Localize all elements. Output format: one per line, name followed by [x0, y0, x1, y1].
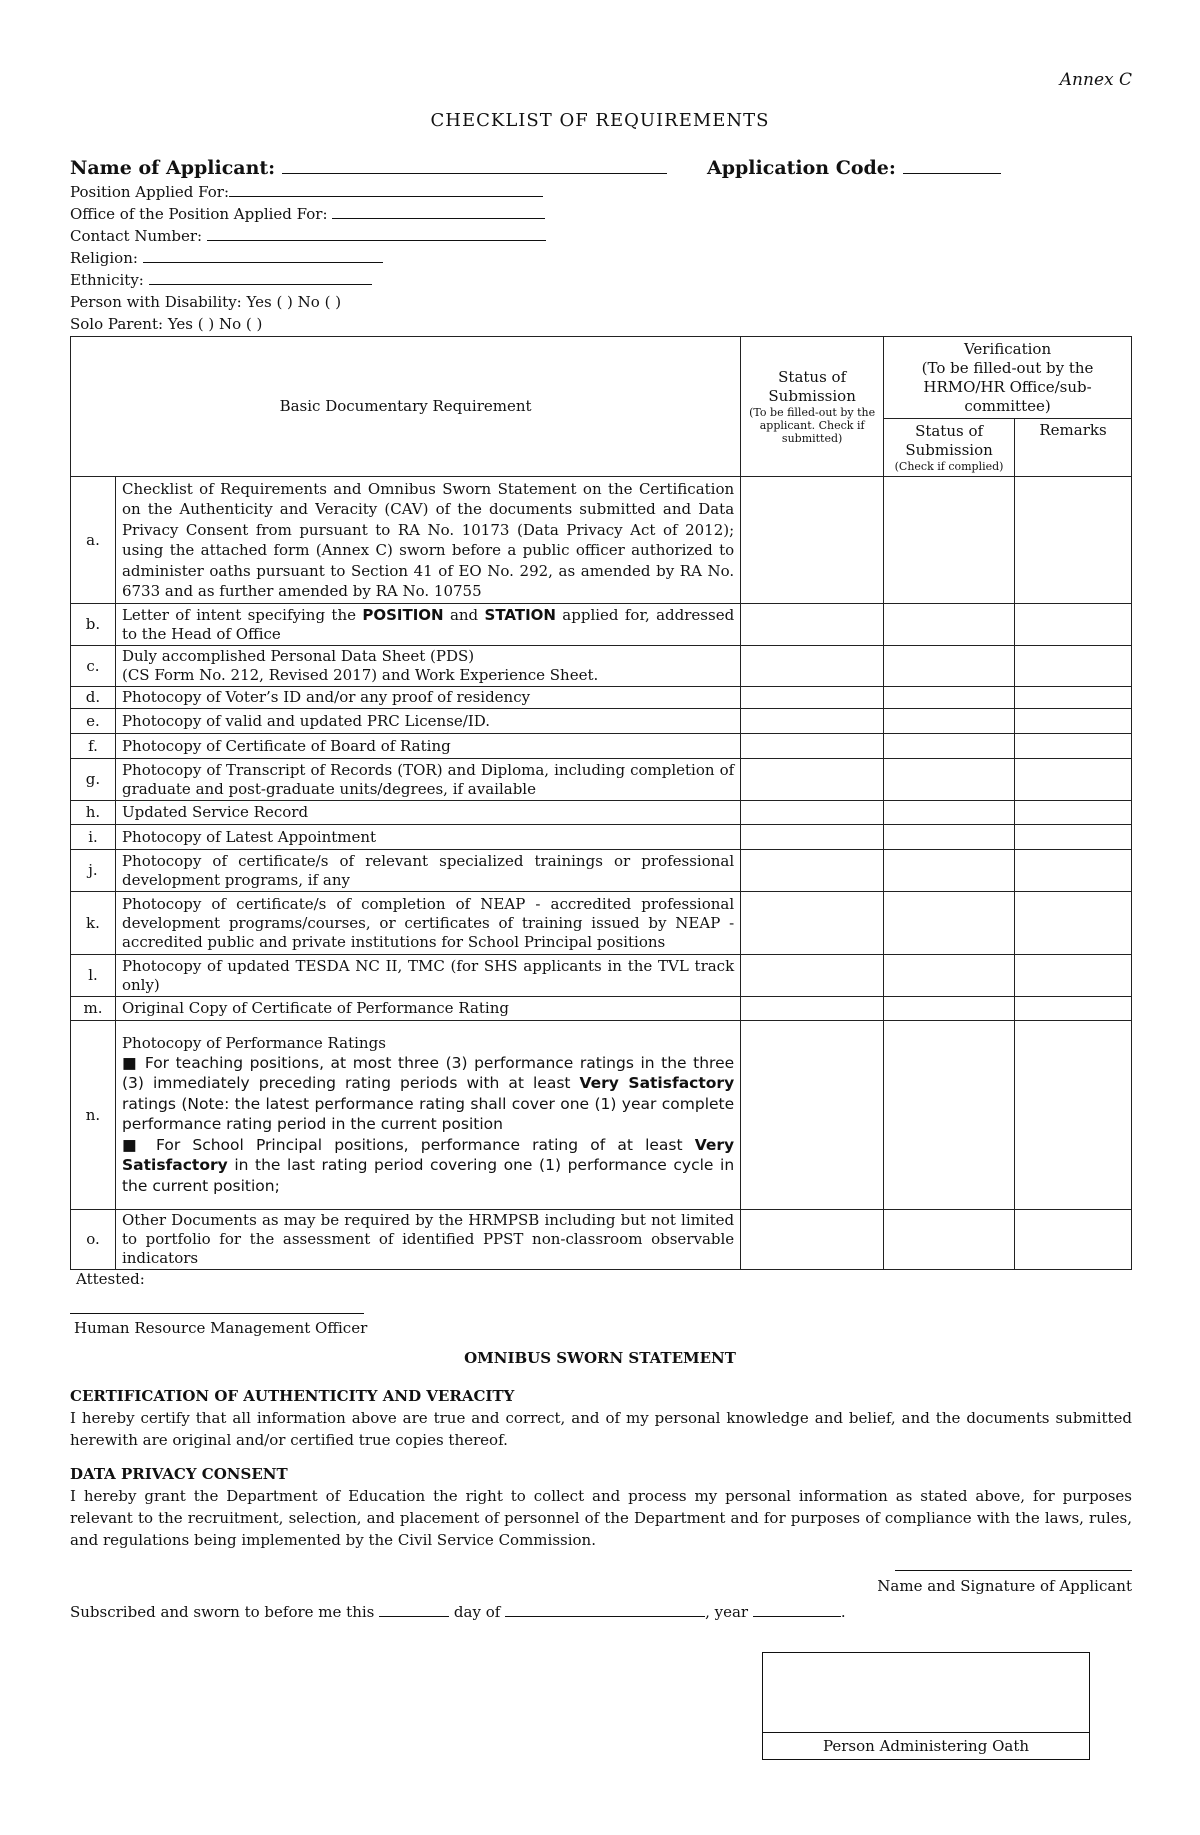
religion-label: Religion: [70, 249, 138, 267]
remarks-cell[interactable] [1015, 825, 1132, 850]
status-cell[interactable] [741, 477, 884, 604]
office-field[interactable] [70, 203, 545, 225]
oath-signature-box[interactable] [762, 1652, 1090, 1760]
religion-line[interactable] [143, 248, 383, 263]
row-letter: b. [71, 604, 116, 646]
verification-status-cell[interactable] [884, 892, 1015, 955]
row-text: For teaching positions, at most three (3) performance ratings in the three (3) immediately preceding rating periods with at least [121, 1053, 735, 1093]
page-title: CHECKLIST OF REQUIREMENTS [430, 110, 770, 131]
position-line[interactable] [229, 182, 543, 197]
col-verification-note: (To be filled-out by the HRMO/HR Office/sub-committee) [921, 358, 1094, 415]
verification-status-cell[interactable] [884, 997, 1015, 1021]
remarks-cell[interactable] [1015, 646, 1132, 687]
position-label: Position Applied For: [70, 183, 230, 201]
remarks-cell[interactable] [1015, 687, 1132, 709]
row-letter: a. [71, 477, 116, 604]
ethnicity-field[interactable] [70, 269, 372, 291]
remarks-cell[interactable] [1015, 801, 1132, 825]
attested-label: Attested: [76, 1270, 145, 1288]
remarks-cell[interactable] [1015, 997, 1132, 1021]
col-status-label: Status of Submission [768, 368, 856, 405]
table-row [71, 646, 1132, 687]
verification-status-cell[interactable] [884, 955, 1015, 997]
row-text: in the last rating period covering one (1) performance cycle in the current position; [121, 1156, 735, 1195]
col-ver-status-header [884, 419, 1015, 477]
verification-status-cell[interactable] [884, 850, 1015, 892]
col-ver-status-label: Status of Submission [905, 422, 993, 459]
status-cell[interactable] [741, 1021, 884, 1210]
office-line[interactable] [332, 204, 545, 219]
table-row [71, 892, 1132, 955]
requirements-table [70, 336, 1132, 1270]
hrmo-label: Human Resource Management Officer [74, 1319, 368, 1337]
status-cell[interactable] [741, 646, 884, 687]
applicant-name-field[interactable] [70, 157, 667, 179]
status-cell[interactable] [741, 604, 884, 646]
hrmo-signature-line[interactable] [70, 1313, 364, 1314]
row-letter: c. [71, 646, 116, 687]
applicant-name-line[interactable] [282, 159, 667, 174]
remarks-cell[interactable] [1015, 850, 1132, 892]
row-description: Other Documents as may be required by the HRMPSB including but not limited to portfolio for the assessment of identified PPST non-classroom observable indicators [115, 1210, 740, 1270]
table-row [71, 734, 1132, 759]
solo-parent-field[interactable]: Solo Parent: Yes ( ) No ( ) [70, 315, 263, 333]
row-description: Photocopy of certificate/s of completion of NEAP - accredited professional development programs/courses, or certificates of training issued by NEAP - accredited public and private institutions for School Principal positions [115, 892, 740, 955]
verification-status-cell[interactable] [884, 734, 1015, 759]
row-text: and [443, 605, 485, 624]
oath-label: Person Administering Oath [763, 1732, 1089, 1759]
remarks-cell[interactable] [1015, 1021, 1132, 1210]
col-verification-label: Verification [963, 339, 1052, 358]
sworn-statement-line [70, 1601, 846, 1623]
row-description [115, 1021, 740, 1210]
status-cell[interactable] [741, 759, 884, 801]
status-cell[interactable] [741, 1210, 884, 1270]
row-letter: f. [71, 734, 116, 759]
table-row [71, 709, 1132, 734]
sworn-text: day of [453, 1603, 501, 1621]
row-text: Photocopy of Performance Ratings [121, 1033, 386, 1052]
remarks-cell[interactable] [1015, 1210, 1132, 1270]
col-status-note: (To be filled-out by the applicant. Check if submitted) [749, 406, 876, 445]
status-cell[interactable] [741, 709, 884, 734]
omnibus-title: OMNIBUS SWORN STATEMENT [464, 1349, 736, 1367]
row-text: (CS Form No. 212, Revised 2017) and Work Experience Sheet. [121, 666, 599, 684]
ethnicity-label: Ethnicity: [70, 271, 144, 289]
row-description: Updated Service Record [115, 801, 740, 825]
position-field[interactable] [70, 181, 543, 203]
row-text: Letter of intent specifying the [121, 605, 363, 624]
table-row [71, 850, 1132, 892]
row-text: applied for, addressed to the Head of Office [121, 605, 735, 643]
table-row [71, 801, 1132, 825]
row-text: Duly accomplished Personal Data Sheet (PDS) [121, 647, 475, 665]
row-letter: n. [71, 1021, 116, 1210]
application-code-field[interactable] [707, 157, 1001, 179]
status-cell[interactable] [741, 955, 884, 997]
row-letter: k. [71, 892, 116, 955]
remarks-cell[interactable] [1015, 759, 1132, 801]
table-row [71, 604, 1132, 646]
row-description: Original Copy of Certificate of Performance Rating [115, 997, 740, 1021]
status-cell[interactable] [741, 734, 884, 759]
sworn-day-blank[interactable] [379, 1604, 449, 1617]
row-letter: e. [71, 709, 116, 734]
contact-line[interactable] [207, 226, 546, 241]
application-code-label: Application Code: [707, 157, 896, 179]
performance-bullet [122, 1053, 734, 1135]
verification-status-cell[interactable] [884, 646, 1015, 687]
status-cell[interactable] [741, 892, 884, 955]
row-description [115, 604, 740, 646]
table-row [71, 825, 1132, 850]
performance-bullet [122, 1135, 734, 1197]
col-status-header [741, 337, 884, 477]
table-row [71, 477, 1132, 604]
row-bold: Very Satisfactory [121, 1135, 735, 1175]
verification-status-cell[interactable] [884, 759, 1015, 801]
sworn-text: Subscribed and sworn to before me this [70, 1603, 375, 1621]
remarks-cell[interactable] [1015, 604, 1132, 646]
sworn-month-blank[interactable] [505, 1604, 705, 1617]
row-description: Photocopy of Certificate of Board of Rating [115, 734, 740, 759]
row-letter: o. [71, 1210, 116, 1270]
applicant-signature-label: Name and Signature of Applicant [877, 1577, 1132, 1595]
verification-status-cell[interactable] [884, 477, 1015, 604]
office-label: Office of the Position Applied For: [70, 205, 328, 223]
remarks-cell[interactable] [1015, 477, 1132, 604]
row-description: Photocopy of Voter’s ID and/or any proof of residency [115, 687, 740, 709]
row-letter: h. [71, 801, 116, 825]
row-letter: l. [71, 955, 116, 997]
row-description: Checklist of Requirements and Omnibus Sworn Statement on the Certification on the Authenticity and Veracity (CAV) of the documents submitted and Data Privacy Consent from pursuant to RA No. 10173 (Data Privacy Act of 2012); using the attached form (Annex C) sworn before a public officer authorized to administer oaths pursuant to Section 41 of EO No. 292, as amended by RA No. 6733 and as further amended by RA No. 10755 [115, 477, 740, 604]
contact-label: Contact Number: [70, 227, 203, 245]
row-letter: d. [71, 687, 116, 709]
sworn-year-blank[interactable] [753, 1604, 841, 1617]
col-ver-status-note: (Check if complied) [894, 460, 1004, 473]
annex-label: Annex C [1059, 70, 1132, 90]
row-bold-station: STATION [484, 605, 556, 624]
verification-status-cell[interactable] [884, 1210, 1015, 1270]
applicant-name-label: Name of Applicant: [70, 157, 276, 179]
row-description: Photocopy of Latest Appointment [115, 825, 740, 850]
remarks-cell[interactable] [1015, 892, 1132, 955]
cav-text: I hereby certify that all information above are true and correct, and of my personal knowledge and belief, and the documents submitted herewith are original and/or certified true copies thereof. [70, 1409, 1132, 1449]
table-row [71, 955, 1132, 997]
remarks-cell[interactable] [1015, 734, 1132, 759]
remarks-cell[interactable] [1015, 955, 1132, 997]
applicant-signature-line[interactable] [895, 1570, 1132, 1571]
row-description: Photocopy of updated TESDA NC II, TMC (for SHS applicants in the TVL track only) [115, 955, 740, 997]
row-text: For School Principal positions, performance rating of at least [156, 1135, 695, 1154]
table-row [71, 1021, 1132, 1210]
bullet-icon: ■ [121, 1135, 144, 1154]
remarks-cell[interactable] [1015, 709, 1132, 734]
row-letter: g. [71, 759, 116, 801]
sworn-text: , year [705, 1603, 749, 1621]
religion-field[interactable] [70, 247, 383, 269]
ethnicity-line[interactable] [149, 270, 372, 285]
row-letter: j. [71, 850, 116, 892]
row-description: Photocopy of Transcript of Records (TOR) and Diploma, including completion of graduate and post-graduate units/degrees, if available [115, 759, 740, 801]
verification-status-cell[interactable] [884, 709, 1015, 734]
row-description: Photocopy of certificate/s of relevant specialized trainings or professional development programs, if any [115, 850, 740, 892]
bullet-icon: ■ [121, 1053, 139, 1072]
verification-status-cell[interactable] [884, 825, 1015, 850]
cav-title: CERTIFICATION OF AUTHENTICITY AND VERACITY [70, 1387, 515, 1405]
row-letter: i. [71, 825, 116, 850]
col-verification-header [884, 337, 1132, 419]
dpc-title: DATA PRIVACY CONSENT [70, 1465, 288, 1483]
status-cell[interactable] [741, 687, 884, 709]
row-letter: m. [71, 997, 116, 1021]
contact-field[interactable] [70, 225, 546, 247]
row-bold-position: POSITION [362, 605, 444, 624]
verification-status-cell[interactable] [884, 604, 1015, 646]
table-row [71, 997, 1132, 1021]
row-text: ratings (Note: the latest performance rating shall cover one (1) year complete performance rating period in the current position [121, 1094, 735, 1134]
status-cell[interactable] [741, 801, 884, 825]
pwd-field[interactable]: Person with Disability: Yes ( ) No ( ) [70, 293, 342, 311]
row-bold: Very Satisfactory [579, 1074, 735, 1093]
table-row [71, 1210, 1132, 1270]
status-cell[interactable] [741, 825, 884, 850]
col-requirement-header: Basic Documentary Requirement [71, 337, 741, 477]
verification-status-cell[interactable] [884, 1021, 1015, 1210]
application-code-line[interactable] [903, 159, 1001, 174]
dpc-text: I hereby grant the Department of Education the right to collect and process my personal information as stated above, for purposes relevant to the recruitment, selection, and placement of personnel of the Department and for purposes of compliance with the laws, rules, and regulations being implemented by the Civil Service Commission. [70, 1487, 1132, 1549]
row-description [115, 646, 740, 687]
verification-status-cell[interactable] [884, 801, 1015, 825]
row-description: Photocopy of valid and updated PRC License/ID. [115, 709, 740, 734]
table-row [71, 759, 1132, 801]
table-row [71, 687, 1132, 709]
verification-status-cell[interactable] [884, 687, 1015, 709]
sworn-text: . [840, 1603, 846, 1621]
status-cell[interactable] [741, 997, 884, 1021]
status-cell[interactable] [741, 850, 884, 892]
col-remarks-header: Remarks [1015, 419, 1132, 477]
